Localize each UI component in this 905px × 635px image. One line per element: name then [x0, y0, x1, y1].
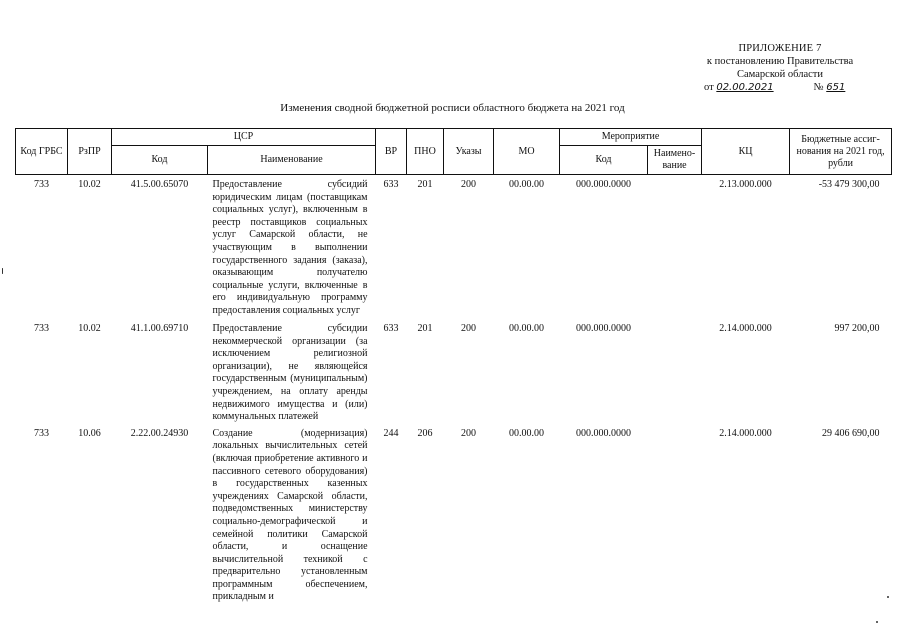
document-title: Изменения сводной бюджетной росписи областного бюджета на 2021 год: [280, 102, 625, 114]
date-prefix: от: [704, 82, 714, 93]
col-header-ukazy: Указы: [444, 129, 494, 175]
table-row: [16, 319, 892, 424]
cell-ukazy: 200: [461, 323, 477, 334]
cell-csr-name: Создание (модернизация) локальных вычислительных сетей (включая приобретение активного и пассивного сетевого оборудования) в государственных казенных учреждениях Самарской области, подведомственных министерству социально-демографической и семейной политики Самарской области, и оснащение вычислительной техникой с предварительно установленным программным обеспечением, прикладным и: [212, 427, 368, 603]
cell-vr: 633: [383, 323, 399, 334]
handwritten-number: 651: [826, 82, 846, 93]
appendix-block: [700, 42, 860, 94]
cell-mer-kod: 000.000.0000: [576, 427, 632, 439]
col-header-csr-name: Наименование: [208, 146, 376, 175]
cell-mer-kod: 000.000.0000: [576, 179, 632, 190]
col-header-meropriyatie: Мероприятие: [560, 129, 702, 146]
cell-mo: 00.00.00: [509, 427, 545, 439]
cell-amount: -53 479 300,00: [818, 179, 880, 190]
scan-speck: [2, 268, 3, 274]
cell-kc: 2.13.000.000: [719, 179, 772, 190]
budget-changes-table: [15, 128, 892, 628]
col-header-mer-kod: Код: [560, 146, 648, 175]
cell-rzpr: 10.02: [78, 179, 101, 190]
cell-kc: 2.14.000.000: [719, 323, 772, 334]
cell-grbs: 733: [34, 323, 49, 334]
cell-mer-name: [648, 424, 702, 628]
cell-kc: 2.14.000.000: [719, 427, 772, 439]
appendix-line-2: к постановлению Правительства: [706, 56, 854, 67]
cell-csr-kod: 2.22.00.24930: [130, 427, 189, 439]
appendix-date-line: [700, 81, 860, 94]
cell-mer-kod: 000.000.0000: [576, 323, 632, 334]
col-header-csr-kod: Код: [112, 146, 208, 175]
cell-rzpr: 10.02: [78, 323, 101, 334]
scan-speck: [887, 596, 889, 598]
cell-csr-kod: 41.5.00.65070: [130, 179, 189, 190]
col-header-rzpr: РзПР: [68, 129, 112, 175]
cell-mo: 00.00.00: [509, 323, 545, 334]
col-header-pno: ПНО: [407, 129, 444, 175]
col-header-kod-grbs: Код ГРБС: [16, 129, 68, 175]
appendix-line-3: Самарской области: [737, 69, 823, 80]
cell-grbs: 733: [34, 179, 49, 190]
number-prefix: №: [813, 82, 824, 93]
cell-pno: 201: [417, 323, 433, 334]
cell-csr-kod: 41.1.00.69710: [130, 323, 189, 334]
cell-ukazy: 200: [461, 427, 477, 439]
cell-pno: 206: [417, 427, 433, 439]
cell-mer-name: [648, 175, 702, 320]
table-row: [16, 424, 892, 628]
cell-grbs: 733: [34, 427, 49, 439]
cell-mer-name: [648, 319, 702, 424]
cell-vr: 244: [383, 427, 399, 439]
scan-speck: [876, 621, 878, 623]
appendix-title: ПРИЛОЖЕНИЕ 7: [738, 43, 822, 54]
cell-amount: 29 406 690,00: [822, 427, 880, 439]
cell-amount: 997 200,00: [834, 323, 880, 334]
cell-rzpr: 10.06: [78, 427, 101, 439]
col-header-kc: КЦ: [702, 129, 790, 175]
cell-pno: 201: [417, 179, 433, 190]
cell-csr-name: Предоставление субсидий юридическим лицам (поставщикам социальных услуг), включенным в реестр поставщиков социальных услуг Самарской области, не участвующим в выполнении государственного задания (заказа), оказывающим получателю социальные услуги, включенные в его индивидуальную программу предоставления социальных услуг: [212, 179, 368, 316]
table-row: [16, 175, 892, 320]
cell-csr-name: Предоставление субсидии некоммерческой организации (за исключением религиозной организации), не являющейся государственным (муниципальным) учреждением, на оплату аренды недвижимого имущества и (или) коммунальных платежей: [212, 323, 368, 423]
cell-vr: 633: [383, 179, 399, 190]
header-row-1: [16, 129, 892, 146]
col-header-csr: ЦСР: [112, 129, 376, 146]
cell-mo: 00.00.00: [509, 179, 545, 190]
cell-ukazy: 200: [461, 179, 477, 190]
col-header-mo: МО: [494, 129, 560, 175]
col-header-budget: Бюджетные ассиг-нования на 2021 год, рубли: [790, 129, 892, 175]
handwritten-date: 02.00.2021: [716, 82, 774, 93]
col-header-mer-name: Наимено-вание: [648, 146, 702, 175]
col-header-vr: ВР: [376, 129, 407, 175]
